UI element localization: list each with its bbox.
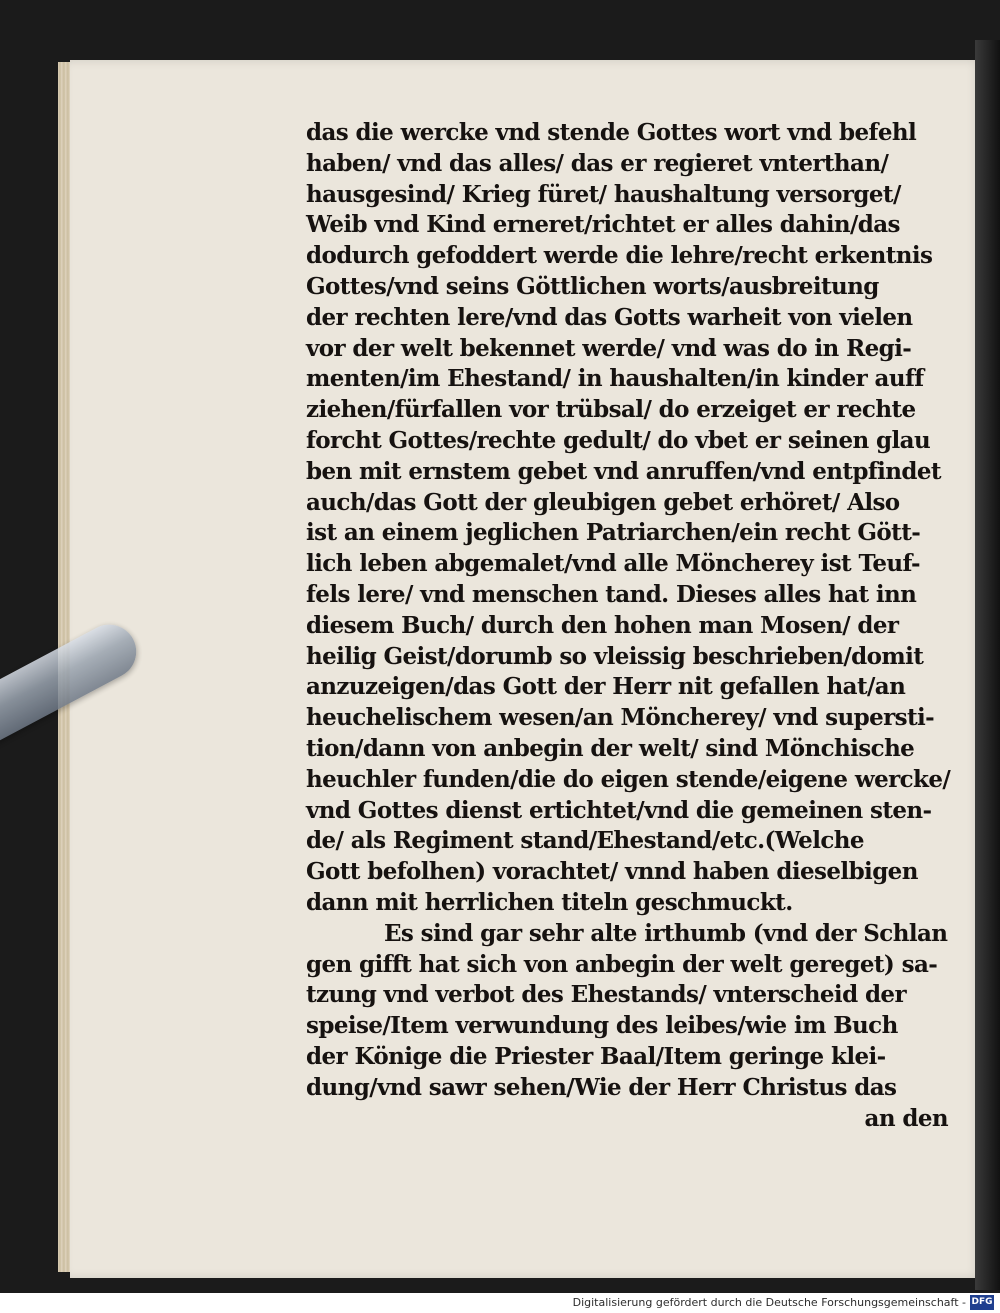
text-line: dung/vnd sawr sehen/Wie der Herr Christus das (306, 1073, 897, 1101)
text-line: dodurch gefoddert werde die lehre/recht erkentnis (306, 242, 933, 270)
text-line: Gott befolhen) vorachtet/ vnnd haben dieselbigen (306, 858, 918, 886)
text-line: ist an einem jeglichen Patriarchen/ein recht Gött- (306, 519, 921, 547)
text-line: fels lere/ vnd menschen tand. Dieses alles hat inn (306, 580, 917, 608)
text-line: diesem Buch/ durch den hohen man Mosen/ der (306, 611, 899, 639)
page-text (306, 118, 966, 1134)
text-line: forcht Gottes/rechte gedult/ do vbet er seinen glau (306, 426, 931, 454)
text-line: gen gifft hat sich von anbegin der welt gereget) sa- (306, 950, 938, 978)
catchword: an den (864, 1104, 948, 1132)
text-line: de/ als Regiment stand/Ehestand/etc.(Welche (306, 827, 864, 855)
text-line: Gottes/vnd seins Göttlichen worts/ausbreitung (306, 272, 879, 300)
text-line: heilig Geist/dorumb so vleissig beschrieben/domit (306, 642, 924, 670)
text-line: vnd Gottes dienst ertichtet/vnd die gemeinen sten- (306, 796, 932, 824)
dfg-logo: DFG (970, 1295, 994, 1310)
text-line: dann mit herrlichen titeln geschmuckt. (306, 888, 793, 916)
text-line: anzuzeigen/das Gott der Herr nit gefallen hat/an (306, 673, 906, 701)
gutter-shadow (975, 40, 1000, 1290)
text-line: haben/ vnd das alles/ das er regieret vnterthan/ (306, 149, 889, 177)
text-line: heuchler funden/die do eigen stende/eigene wercke/ (306, 765, 951, 793)
text-line: hausgesind/ Krieg füret/ haushaltung versorget/ (306, 180, 901, 208)
text-line: heuchelischem wesen/an Möncherey/ vnd supersti- (306, 704, 935, 732)
text-line: der Könige die Priester Baal/Item geringe klei- (306, 1042, 886, 1070)
text-line: das die wercke vnd stende Gottes wort vnd befehl (306, 119, 917, 146)
text-line: speise/Item verwundung des leibes/wie im Buch (306, 1012, 898, 1040)
text-line: auch/das Gott der gleubigen gebet erhöret/ Also (306, 488, 900, 516)
text-line: tzung vnd verbot des Ehestands/ vnterscheid der (306, 981, 906, 1009)
footer-bar (0, 1293, 1000, 1313)
text-line: lich leben abgemalet/vnd alle Möncherey ist Teuf- (306, 550, 920, 578)
footer-credit: Digitalisierung gefördert durch die Deutsche Forschungsgemeinschaft - (572, 1296, 966, 1309)
text-line: Weib vnd Kind erneret/richtet er alles dahin/das (306, 211, 900, 239)
text-line: Es sind gar sehr alte irthumb (vnd der Schlan (384, 919, 948, 947)
text-line: ziehen/fürfallen vor trübsal/ do erzeiget er rechte (306, 396, 916, 424)
text-line: ben mit ernstem gebet vnd anruffen/vnd entpfindet (306, 457, 941, 485)
text-line: tion/dann von anbegin der welt/ sind Mönchische (306, 734, 915, 762)
text-line: menten/im Ehestand/ in haushalten/in kinder auff (306, 365, 924, 393)
text-line: vor der welt bekennet werde/ vnd was do in Regi- (306, 334, 912, 362)
text-line: der rechten lere/vnd das Gotts warheit von vielen (306, 303, 913, 331)
